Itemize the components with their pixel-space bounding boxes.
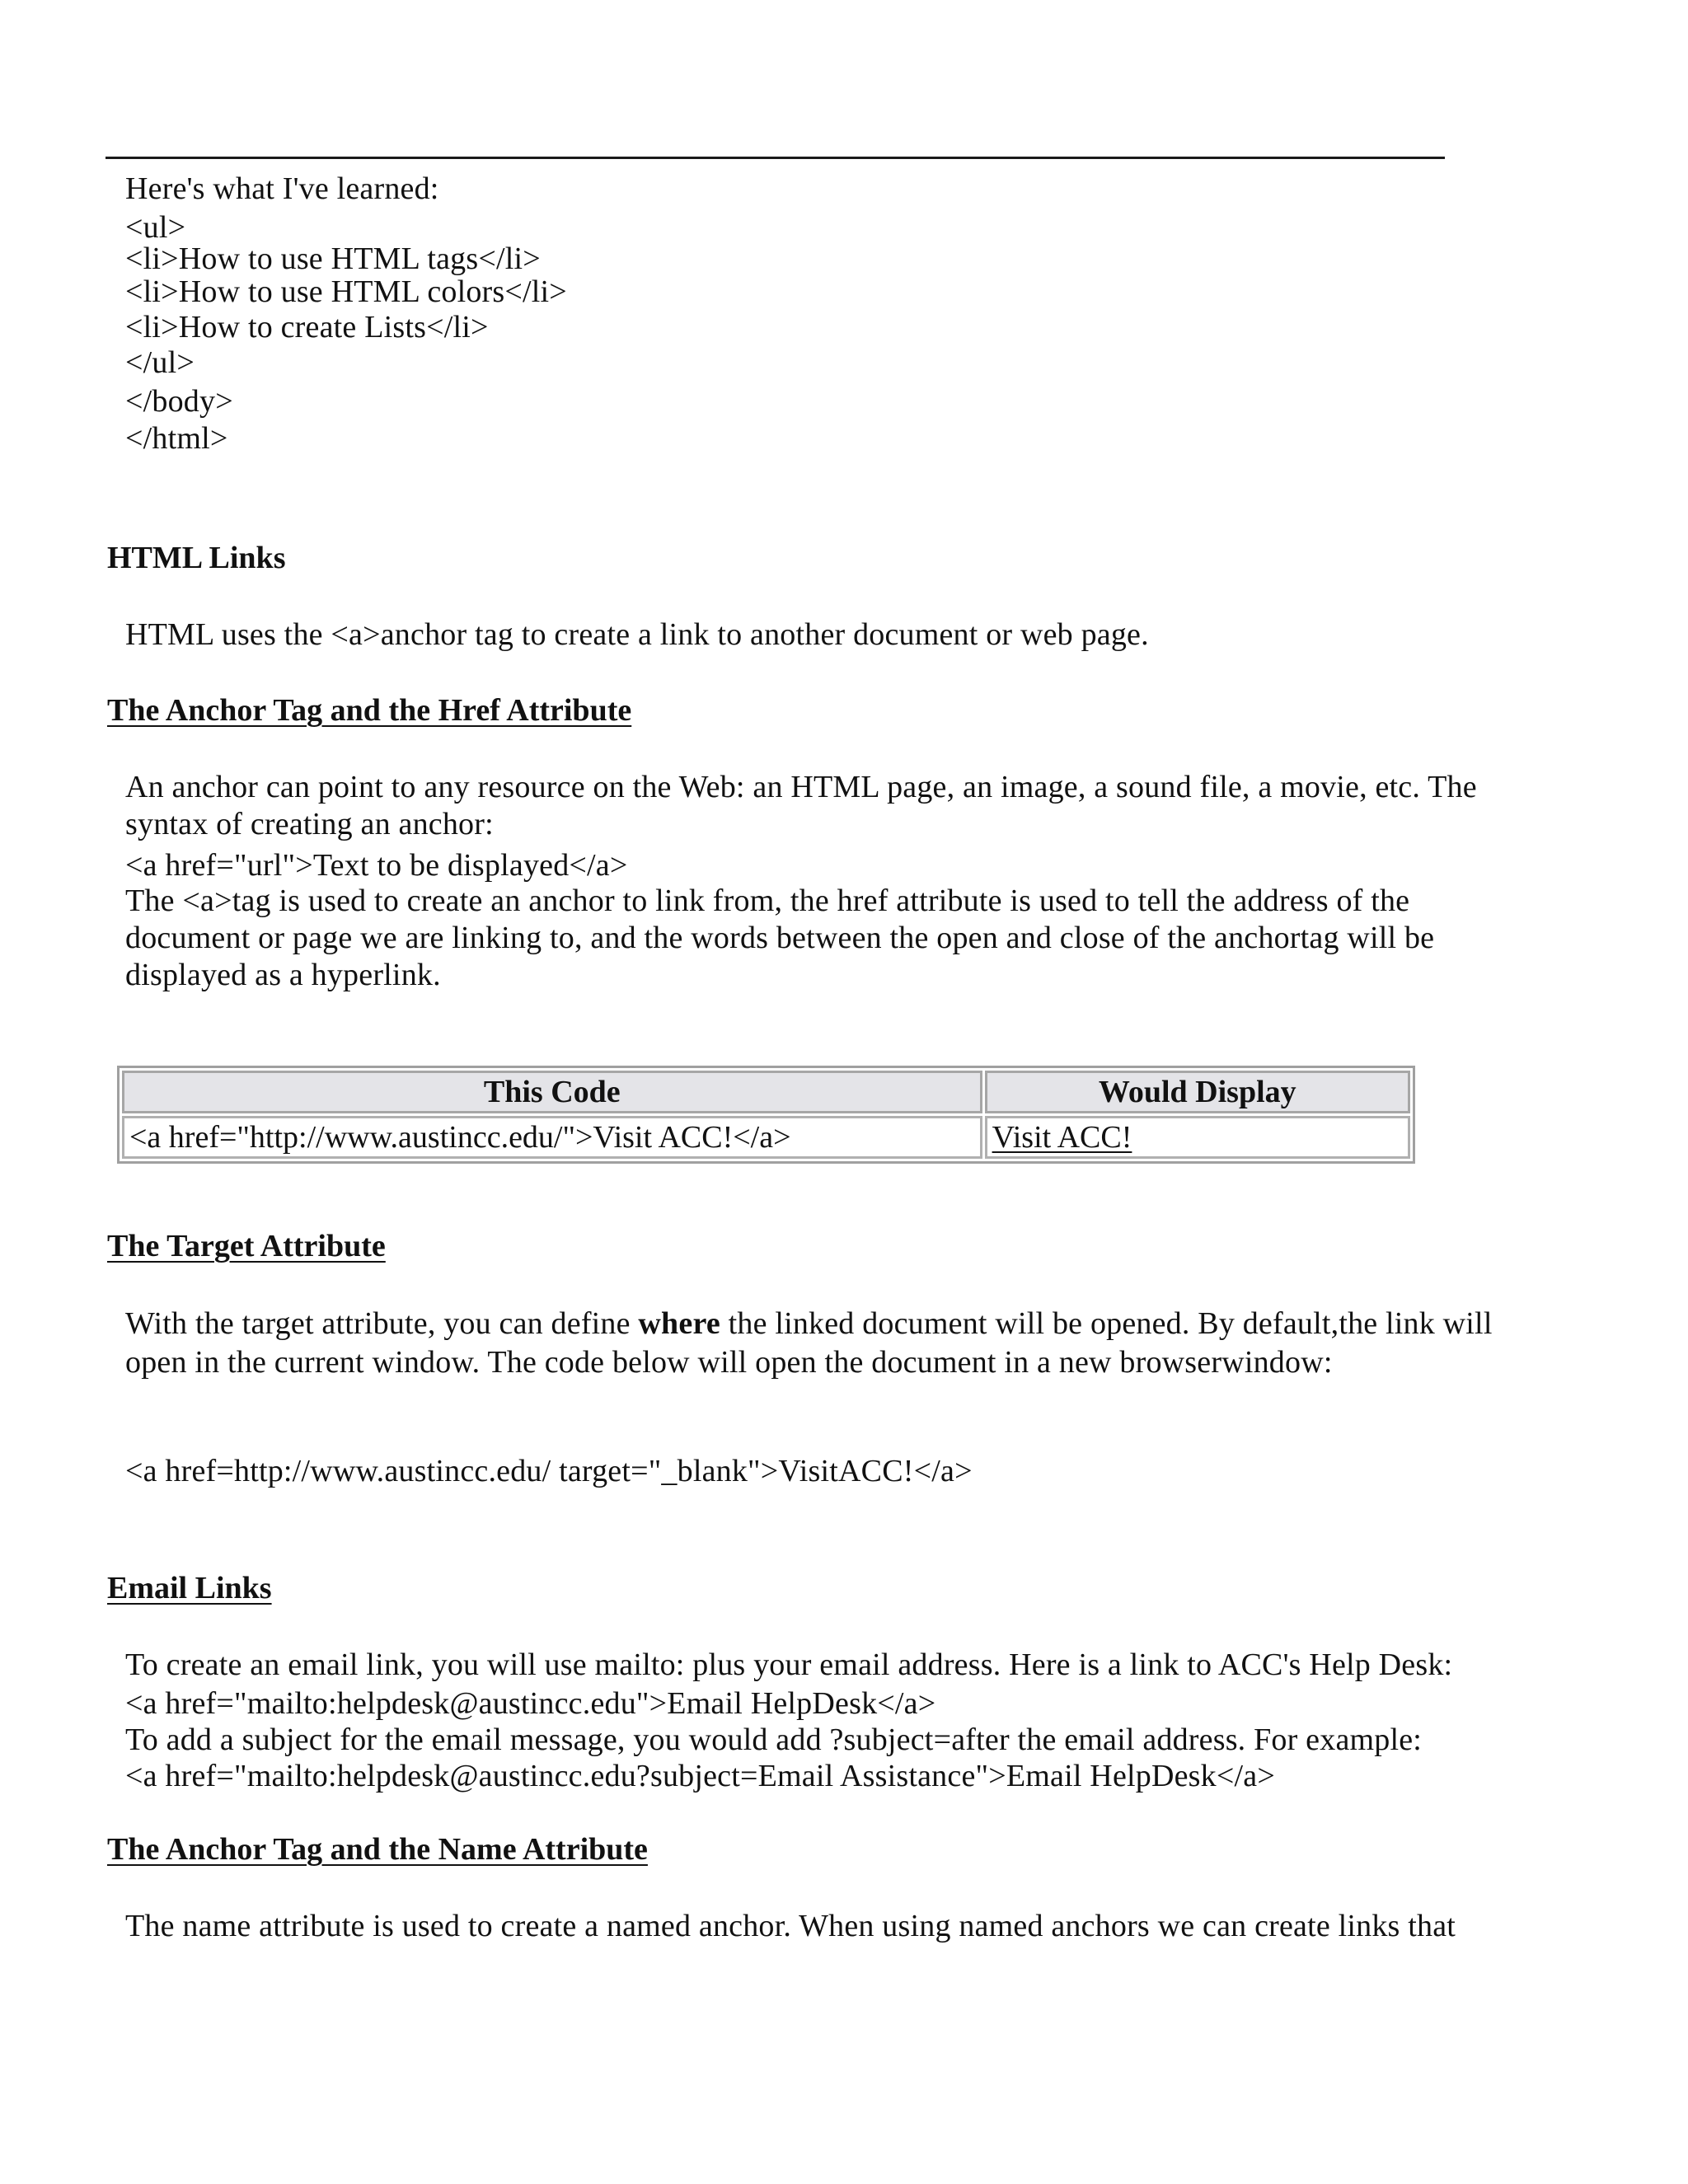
top-rule bbox=[106, 157, 1445, 159]
table-row bbox=[122, 1116, 1410, 1159]
heading-html-links: HTML Links bbox=[107, 541, 286, 575]
name-attribute-text: The name attribute is used to create a named anchor. When using named anchors we can create links that bbox=[125, 1909, 1456, 1943]
code-line-1: Here's what I've learned: bbox=[125, 171, 439, 206]
code-line-5: <li>How to create Lists</li> bbox=[125, 310, 489, 344]
code-display-table bbox=[117, 1066, 1415, 1164]
email-line-4: <a href="mailto:helpdesk@austincc.edu?subject=Email Assistance">Email HelpDesk</a> bbox=[125, 1759, 1275, 1793]
email-line-1: To create an email link, you will use mailto: plus your email address. Here is a link to ACC's Help Desk: bbox=[125, 1647, 1453, 1682]
table-header-code: This Code bbox=[122, 1071, 982, 1113]
visit-acc-link[interactable]: Visit ACC! bbox=[992, 1120, 1132, 1155]
code-line-4: <li>How to use HTML colors</li> bbox=[125, 274, 567, 309]
target-paragraph bbox=[125, 1305, 1535, 1382]
anchor-href-paragraph: An anchor can point to any resource on the Web: an HTML page, an image, a sound file, a movie, etc. The syntax of creating an anchor: bbox=[125, 770, 1477, 841]
target-para-after: the linked document will be opened. By default,the link will open in the current window. The code below will open the document in a new browserwindow: bbox=[125, 1306, 1493, 1380]
email-line-2: <a href="mailto:helpdesk@austincc.edu">Email HelpDesk</a> bbox=[125, 1686, 936, 1721]
code-line-7: </body> bbox=[125, 384, 233, 419]
table-header-row bbox=[122, 1071, 1410, 1113]
target-code: <a href=http://www.austincc.edu/ target="_blank">VisitACC!</a> bbox=[125, 1454, 973, 1488]
code-line-8: </html> bbox=[125, 421, 228, 456]
table-cell-code: <a href="http://www.austincc.edu/">Visit ACC!</a> bbox=[122, 1116, 982, 1159]
code-line-6: </ul> bbox=[125, 345, 195, 380]
code-line-2: <ul> bbox=[125, 210, 186, 245]
target-para-bold: where bbox=[638, 1306, 720, 1341]
table-cell-display bbox=[985, 1116, 1410, 1159]
email-line-3: To add a subject for the email message, you would add ?subject=after the email address. For example: bbox=[125, 1722, 1423, 1757]
table-header-display: Would Display bbox=[985, 1071, 1410, 1113]
heading-email-links: Email Links bbox=[107, 1571, 272, 1605]
heading-anchor-href: The Anchor Tag and the Href Attribute bbox=[107, 693, 632, 728]
code-line-3: <li>How to use HTML tags</li> bbox=[125, 241, 541, 276]
anchor-href-paragraph-2: The <a>tag is used to create an anchor to link from, the href attribute is used to tell the address of the document or page we are linking to, and the words between the open and close of the anchortag will be displayed as a hyperlink. bbox=[125, 883, 1435, 992]
anchor-href-code: <a href="url">Text to be displayed</a> bbox=[125, 848, 628, 883]
target-para-before: With the target attribute, you can define bbox=[125, 1306, 639, 1341]
heading-name-attribute: The Anchor Tag and the Name Attribute bbox=[107, 1832, 648, 1867]
html-links-text: HTML uses the <a>anchor tag to create a link to another document or web page. bbox=[125, 617, 1149, 652]
heading-target-attribute: The Target Attribute bbox=[107, 1229, 386, 1263]
